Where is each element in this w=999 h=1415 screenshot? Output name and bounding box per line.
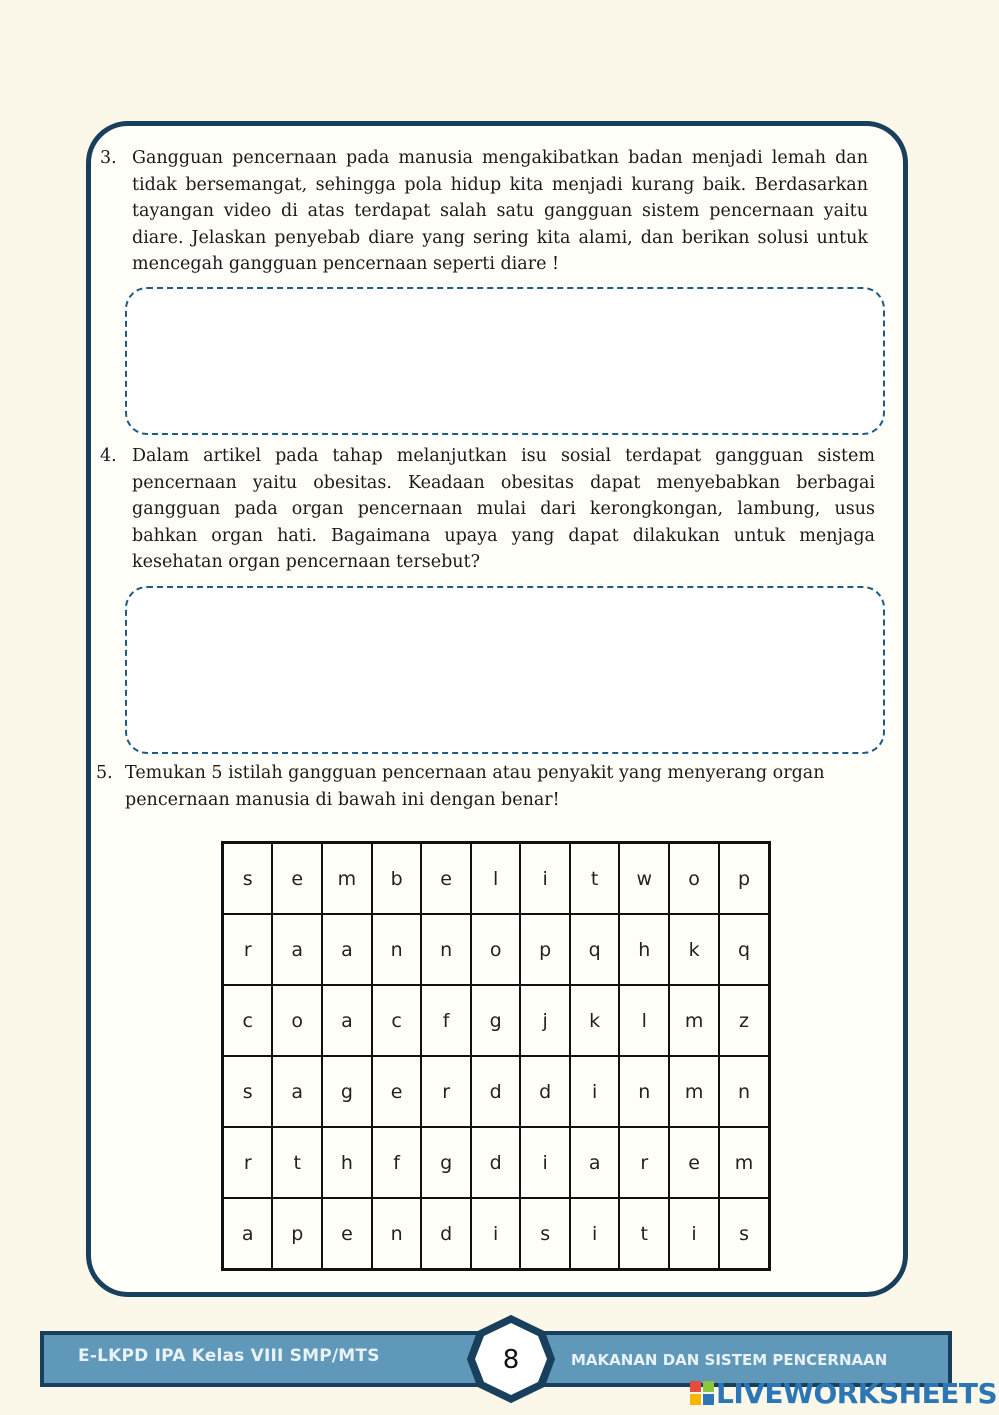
grid-cell[interactable]: t: [570, 843, 620, 915]
grid-cell[interactable]: i: [520, 1127, 570, 1198]
grid-cell[interactable]: s: [520, 1198, 570, 1270]
grid-cell[interactable]: e: [372, 1056, 422, 1127]
grid-cell[interactable]: n: [619, 1056, 669, 1127]
grid-cell[interactable]: f: [421, 985, 471, 1056]
grid-cell[interactable]: p: [520, 914, 570, 985]
grid-cell[interactable]: r: [421, 1056, 471, 1127]
liveworksheets-logo-icon: [690, 1381, 714, 1405]
grid-cell[interactable]: d: [471, 1127, 521, 1198]
grid-cell[interactable]: p: [272, 1198, 322, 1270]
grid-cell[interactable]: k: [570, 985, 620, 1056]
page-number: 8: [502, 1345, 520, 1375]
grid-cell[interactable]: s: [223, 843, 273, 915]
liveworksheets-watermark: [690, 1375, 997, 1411]
grid-cell[interactable]: r: [223, 914, 273, 985]
grid-cell[interactable]: i: [669, 1198, 719, 1270]
grid-cell[interactable]: k: [669, 914, 719, 985]
grid-cell[interactable]: a: [322, 914, 372, 985]
question-5: [96, 760, 876, 813]
grid-cell[interactable]: m: [719, 1127, 769, 1198]
grid-cell[interactable]: b: [372, 843, 422, 915]
question-4-text: Dalam artikel pada tahap melanjutkan isu sosial terdapat gangguan sistem pencernaan yaitu obesitas. Keadaan obesitas dapat menyebabkan berbagai gangguan pada organ pencernaan mulai dari kerongkongan, lambung, usus bahkan organ hati. Bagaimana upaya yang dapat dilakukan untuk menjaga kesehatan organ pencernaan tersebut?: [132, 446, 875, 572]
grid-row: [223, 985, 770, 1056]
grid-cell[interactable]: t: [619, 1198, 669, 1270]
grid-cell[interactable]: a: [272, 1056, 322, 1127]
grid-cell[interactable]: p: [719, 843, 769, 915]
grid-cell[interactable]: d: [471, 1056, 521, 1127]
grid-row: [223, 843, 770, 915]
footer-course-title: E-LKPD IPA Kelas VIII SMP/MTS: [78, 1346, 380, 1366]
grid-cell[interactable]: q: [570, 914, 620, 985]
grid-cell[interactable]: e: [421, 843, 471, 915]
liveworksheets-text: LIVEWORKSHEETS: [716, 1376, 998, 1410]
grid-cell[interactable]: q: [719, 914, 769, 985]
grid-cell[interactable]: n: [421, 914, 471, 985]
grid-row: [223, 1198, 770, 1270]
grid-row: [223, 914, 770, 985]
grid-cell[interactable]: g: [322, 1056, 372, 1127]
grid-cell[interactable]: z: [719, 985, 769, 1056]
grid-cell[interactable]: t: [272, 1127, 322, 1198]
answer-box-question-4[interactable]: [125, 586, 885, 754]
grid-cell[interactable]: s: [223, 1056, 273, 1127]
word-search-grid: [221, 841, 771, 1271]
grid-cell[interactable]: i: [570, 1056, 620, 1127]
footer-chapter-title: MAKANAN DAN SISTEM PENCERNAAN: [571, 1351, 888, 1369]
grid-cell[interactable]: o: [272, 985, 322, 1056]
grid-cell[interactable]: d: [520, 1056, 570, 1127]
grid-cell[interactable]: a: [570, 1127, 620, 1198]
question-3: [100, 145, 868, 278]
grid-cell[interactable]: s: [719, 1198, 769, 1270]
question-4: [100, 443, 875, 576]
grid-cell[interactable]: d: [421, 1198, 471, 1270]
grid-cell[interactable]: n: [719, 1056, 769, 1127]
grid-cell[interactable]: h: [322, 1127, 372, 1198]
grid-cell[interactable]: f: [372, 1127, 422, 1198]
grid-cell[interactable]: e: [272, 843, 322, 915]
grid-cell[interactable]: g: [421, 1127, 471, 1198]
grid-cell[interactable]: a: [322, 985, 372, 1056]
grid-cell[interactable]: e: [669, 1127, 719, 1198]
grid-cell[interactable]: a: [272, 914, 322, 985]
grid-cell[interactable]: r: [619, 1127, 669, 1198]
grid-cell[interactable]: m: [669, 1056, 719, 1127]
grid-cell[interactable]: c: [223, 985, 273, 1056]
grid-cell[interactable]: n: [372, 914, 422, 985]
question-5-text: Temukan 5 istilah gangguan pencernaan atau penyakit yang menyerang organ pencernaan manusia di bawah ini dengan benar!: [125, 763, 825, 810]
grid-cell[interactable]: m: [322, 843, 372, 915]
grid-row: [223, 1127, 770, 1198]
grid-cell[interactable]: g: [471, 985, 521, 1056]
grid-cell[interactable]: i: [520, 843, 570, 915]
grid-cell[interactable]: c: [372, 985, 422, 1056]
grid-cell[interactable]: h: [619, 914, 669, 985]
grid-cell[interactable]: l: [471, 843, 521, 915]
question-3-text: Gangguan pencernaan pada manusia mengakibatkan badan menjadi lemah dan tidak bersemangat, sehingga pola hidup kita menjadi kurang baik. Berdasarkan tayangan video di atas terdapat salah satu gangguan sistem pencernaan yaitu diare. Jelaskan penyebab diare yang sering kita alami, dan berikan solusi untuk mencegah gangguan pencernaan seperti diare !: [132, 148, 868, 274]
grid-cell[interactable]: m: [669, 985, 719, 1056]
grid-cell[interactable]: o: [669, 843, 719, 915]
grid-cell[interactable]: w: [619, 843, 669, 915]
question-3-number: 3.: [100, 148, 117, 168]
grid-cell[interactable]: i: [471, 1198, 521, 1270]
answer-box-question-3[interactable]: [125, 287, 885, 435]
grid-cell[interactable]: j: [520, 985, 570, 1056]
grid-cell[interactable]: n: [372, 1198, 422, 1270]
grid-cell[interactable]: o: [471, 914, 521, 985]
question-5-number: 5.: [96, 763, 113, 783]
grid-cell[interactable]: a: [223, 1198, 273, 1270]
grid-row: [223, 1056, 770, 1127]
grid-cell[interactable]: e: [322, 1198, 372, 1270]
question-4-number: 4.: [100, 446, 117, 466]
grid-cell[interactable]: i: [570, 1198, 620, 1270]
grid-cell[interactable]: l: [619, 985, 669, 1056]
grid-cell[interactable]: r: [223, 1127, 273, 1198]
